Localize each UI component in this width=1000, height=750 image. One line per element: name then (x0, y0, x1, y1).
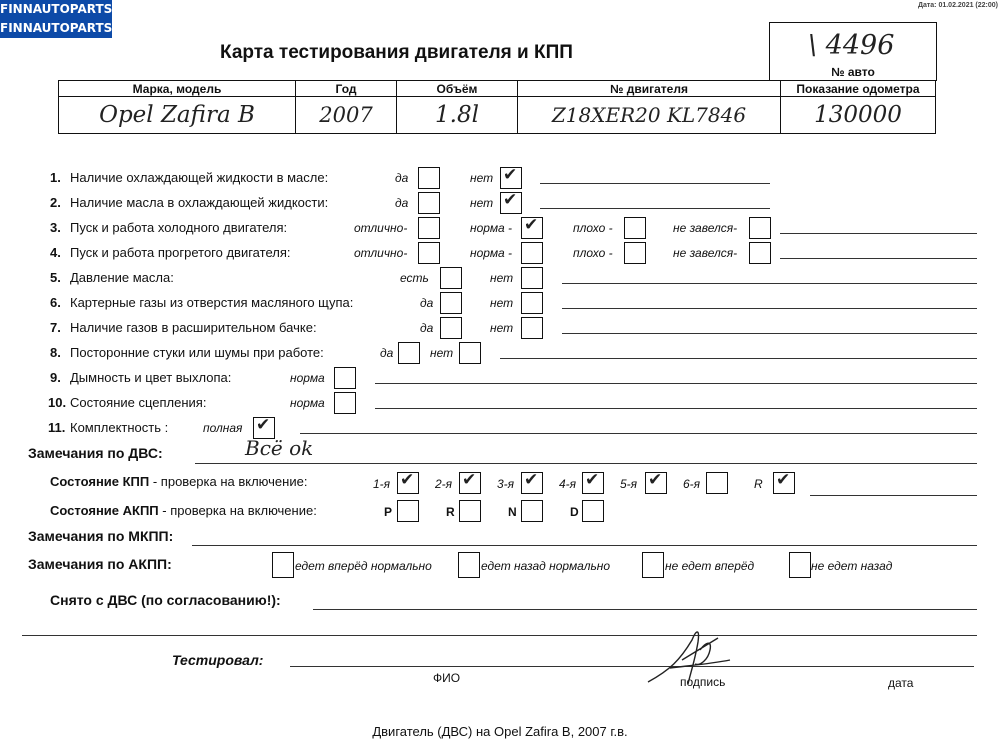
vehicle-info-table (58, 80, 936, 134)
checkbox[interactable] (334, 367, 356, 389)
gear-label: 2-я (435, 477, 453, 491)
checkbox[interactable] (418, 167, 440, 189)
check-option-label: нет (430, 346, 454, 360)
check-option-label: норма - (470, 246, 513, 260)
gear-label: 1-я (373, 477, 391, 491)
stamp-date: Дата: 01.02.2021 (22:00) (917, 2, 998, 9)
check-option-label: есть (400, 271, 429, 285)
check-notes-line (780, 233, 977, 234)
gear-checkbox[interactable] (706, 472, 728, 494)
dvs-remarks-label: Замечания по ДВС: (28, 445, 163, 461)
akpp-label: Состояние АКПП - проверка на включение: (50, 503, 317, 518)
checkbox[interactable] (749, 217, 771, 239)
check-option-label: отлично- (354, 246, 408, 260)
logo-finnautoparts: FINNAUTOPARTS (0, 0, 112, 19)
checkbox[interactable] (418, 192, 440, 214)
check-option-label: нет (470, 171, 494, 185)
value-year: 2007 (296, 97, 397, 134)
removed-line-2 (22, 635, 977, 636)
header-volume: Объём (397, 81, 518, 97)
check-label: Дымность и цвет выхлопа: (70, 370, 232, 385)
gear-checkbox[interactable] (397, 472, 419, 494)
check-option-label: да (395, 171, 409, 185)
kpp-line (810, 495, 977, 496)
checkbox[interactable] (440, 317, 462, 339)
check-label: Комплектность : (70, 420, 169, 435)
checkbox[interactable] (398, 342, 420, 364)
checkbox[interactable] (521, 242, 543, 264)
gear-label: R (754, 477, 763, 491)
checkbox[interactable] (418, 217, 440, 239)
check-notes-line (300, 433, 977, 434)
car-number-label: № авто (769, 64, 937, 81)
check-number: 11. (48, 420, 66, 435)
check-label: Наличие масла в охлаждающей жидкости: (70, 195, 329, 210)
akpp-remark-checkbox[interactable] (272, 552, 294, 578)
checkbox[interactable] (624, 242, 646, 264)
checkbox[interactable] (418, 242, 440, 264)
checkbox[interactable] (521, 292, 543, 314)
mode-label: P (384, 505, 393, 519)
check-notes-line (375, 383, 977, 384)
gear-label: 3-я (497, 477, 515, 491)
header-make-model: Марка, модель (59, 81, 296, 97)
check-notes-line (375, 408, 977, 409)
check-number: 1. (50, 170, 61, 185)
signature-line (290, 666, 974, 667)
check-notes-line (562, 333, 977, 334)
akpp-remark-label: не едет вперёд (665, 559, 755, 573)
check-number: 3. (50, 220, 61, 235)
mode-checkbox[interactable] (459, 500, 481, 522)
gear-checkbox[interactable] (521, 472, 543, 494)
gear-checkbox[interactable] (582, 472, 604, 494)
header-year: Год (296, 81, 397, 97)
check-label: Пуск и работа прогретого двигателя: (70, 245, 291, 260)
mkpp-remarks-line (192, 545, 977, 546)
mode-label: D (570, 505, 579, 519)
value-engine-number: Z18XER20 KL7846 (518, 97, 781, 134)
check-number: 6. (50, 295, 61, 310)
car-number-value: \ 4496 (808, 30, 895, 61)
gear-checkbox[interactable] (645, 472, 667, 494)
check-label: Наличие газов в расширительном бачке: (70, 320, 317, 335)
dvs-remarks-value: Всё ok (245, 436, 314, 460)
check-number: 10. (48, 395, 67, 410)
check-label: Состояние сцепления: (70, 395, 207, 410)
check-label: Давление масла: (70, 270, 174, 285)
check-number: 4. (50, 245, 61, 260)
check-option-label: да (420, 296, 434, 310)
tested-by-label: Тестировал: (172, 652, 264, 668)
check-option-label: не завелся- (673, 221, 738, 235)
check-option-label: нет (490, 321, 514, 335)
check-notes-line (540, 208, 770, 209)
check-label: Посторонние стуки или шумы при работе: (70, 345, 324, 360)
check-option-label: да (420, 321, 434, 335)
akpp-remark-label: едет назад нормально (481, 559, 611, 573)
header-odometer: Показание одометра (781, 81, 936, 97)
check-option-label: нет (490, 296, 514, 310)
checkbox[interactable] (440, 292, 462, 314)
checkbox[interactable] (459, 342, 481, 364)
signature-scribble (640, 620, 740, 690)
removed-label: Снято с ДВС (по согласованию!): (50, 592, 281, 608)
check-notes-line (500, 358, 977, 359)
check-notes-line (780, 258, 977, 259)
gear-label: 5-я (620, 477, 638, 491)
check-notes-line (540, 183, 770, 184)
checkbox[interactable] (334, 392, 356, 414)
removed-line (313, 609, 977, 610)
logo-finnautoparts-secondary: FINNAUTOPARTS (0, 19, 112, 38)
check-option-label: плохо - (573, 246, 613, 260)
car-number-box (769, 22, 937, 65)
check-option-label: полная (203, 421, 243, 435)
check-label: Пуск и работа холодного двигателя: (70, 220, 288, 235)
value-odometer: 130000 (781, 97, 936, 134)
date-label: дата (888, 676, 914, 690)
gear-label: 6-я (683, 477, 701, 491)
check-option-label: норма (290, 371, 325, 385)
dvs-remarks-line (195, 463, 977, 464)
caption: Двигатель (ДВС) на Opel Zafira B, 2007 г.в. (372, 724, 628, 739)
mode-checkbox[interactable] (397, 500, 419, 522)
check-label: Наличие охлаждающей жидкости в масле: (70, 170, 329, 185)
checkbox[interactable] (500, 192, 522, 214)
check-notes-line (562, 308, 977, 309)
mode-checkbox[interactable] (582, 500, 604, 522)
checkbox[interactable] (749, 242, 771, 264)
check-option-label: норма - (470, 221, 513, 235)
checkbox[interactable] (500, 167, 522, 189)
check-number: 9. (50, 370, 61, 385)
check-number: 5. (50, 270, 61, 285)
header-engine-number: № двигателя (518, 81, 781, 97)
check-number: 2. (50, 195, 61, 210)
check-option-label: норма (290, 396, 325, 410)
mkpp-remarks-label: Замечания по МКПП: (28, 528, 174, 544)
akpp-remark-label: не едет назад (811, 559, 893, 573)
mode-label: R (446, 505, 455, 519)
akpp-remark-checkbox[interactable] (642, 552, 664, 578)
check-option-label: нет (470, 196, 494, 210)
mode-label: N (508, 505, 517, 519)
check-notes-line (562, 283, 977, 284)
mode-checkbox[interactable] (521, 500, 543, 522)
checkbox[interactable] (440, 267, 462, 289)
check-option-label: да (380, 346, 394, 360)
kpp-label: Состояние КПП - проверка на включение: (50, 474, 308, 489)
akpp-remark-label: едет вперёд нормально (295, 559, 432, 573)
fio-label: ФИО (433, 671, 461, 685)
check-option-label: отлично- (354, 221, 408, 235)
podpis-label: подпись (680, 675, 726, 689)
akpp-remark-checkbox[interactable] (789, 552, 811, 578)
checkbox[interactable] (521, 217, 543, 239)
check-option-label: не завелся- (673, 246, 738, 260)
akpp-remark-checkbox[interactable] (458, 552, 480, 578)
check-number: 7. (50, 320, 61, 335)
check-option-label: нет (490, 271, 514, 285)
check-label: Картерные газы из отверстия масляного щупа: (70, 295, 354, 310)
checkbox[interactable] (521, 267, 543, 289)
gear-label: 4-я (559, 477, 577, 491)
checkbox[interactable] (521, 317, 543, 339)
check-number: 8. (50, 345, 61, 360)
check-option-label: плохо - (573, 221, 613, 235)
checkbox[interactable] (624, 217, 646, 239)
value-volume: 1.8l (397, 97, 518, 134)
form-title: Карта тестирования двигателя и КПП (220, 42, 573, 63)
gear-checkbox[interactable] (773, 472, 795, 494)
check-option-label: да (395, 196, 409, 210)
akpp-remarks-label: Замечания по АКПП: (28, 556, 172, 572)
value-make-model: Opel Zafira B (59, 97, 296, 134)
gear-checkbox[interactable] (459, 472, 481, 494)
